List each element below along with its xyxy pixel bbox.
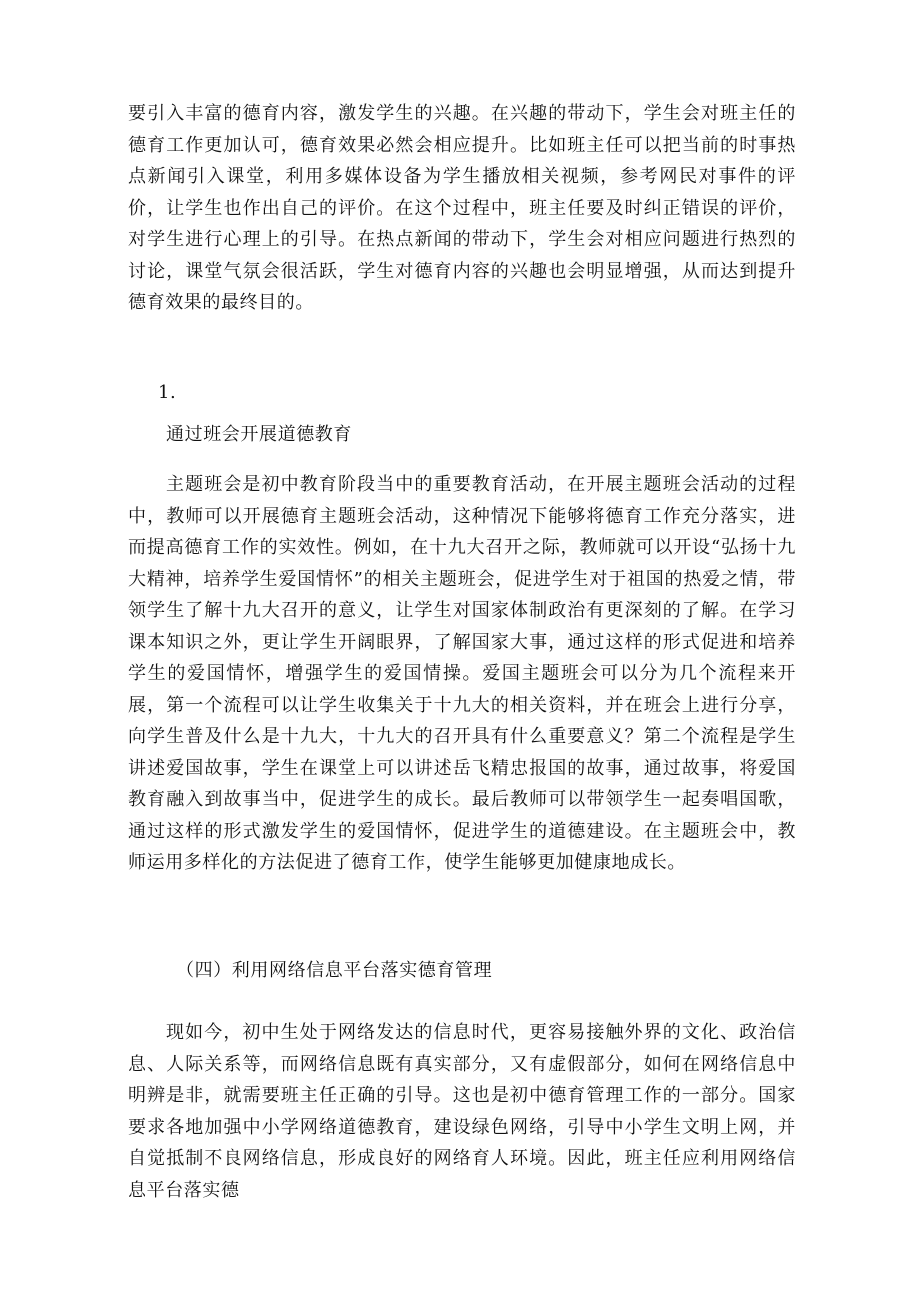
subheading: 通过班会开展道德教育	[166, 424, 352, 445]
body-paragraph: 现如今，初中生处于网络发达的信息时代，更容易接触外界的文化、政治信息、人际关系等，而网络信息既有真实部分，又有虚假部分，如何在网络信息中明辨是非，就需要班主任正确的引导。这也是初中德育管理工作的一部分。国家要求各地加强中小学网络道德教育，建设绿色网络，引导中小学生文明上网，并自觉抵制不良网络信息，形成良好的网络育人环境。因此，班主任应利用网络信息平台落实德	[128, 1022, 796, 1201]
body-paragraph: 主题班会是初中教育阶段当中的重要教育活动，在开展主题班会活动的过程中，教师可以开展德育主题班会活动，这种情况下能够将德育工作充分落实，进而提高德育工作的实效性。例如，在十九大召开之际，教师就可以开设“弘扬十九大精神，培养学生爱国情怀”的相关主题班会，促进学生对于祖国的热爱之情，带领学生了解十九大召开的意义，让学生对国家体制政治有更深刻的了解。在学习课本知识之外，更让学生开阔眼界，了解国家大事，通过这样的形式促进和培养学生的爱国情怀，增强学生的爱国情操。爱国主题班会可以分为几个流程来开展，第一个流程可以让学生收集关于十九大的相关资料，并在班会上进行分享，向学生普及什么是十九大，十九大的召开具有什么重要意义？第二个流程是学生讲述爱国故事，学生在课堂上可以讲述岳飞精忠报国的故事，通过故事，将爱国教育融入到故事当中，促进学生的成长。最后教师可以带领学生一起奏唱国歌，通过这样的形式激发学生的爱国情怀，促进学生的道德建设。在主题班会中，教师运用多样化的方法促进了德育工作，使学生能够更加健康地成长。	[128, 474, 796, 873]
body-paragraph: 要引入丰富的德育内容，激发学生的兴趣。在兴趣的带动下，学生会对班主任的德育工作更加认可，德育效果必然会相应提升。比如班主任可以把当前的时事热点新闻引入课堂，利用多媒体设备为学生播放相关视频，参考网民对事件的评价，让学生也作出自己的评价。在这个过程中，班主任要及时纠正错误的评价，对学生进行心理上的引导。在热点新闻的带动下，学生会对相应问题进行热烈的讨论，课堂气氛会很活跃，学生对德育内容的兴趣也会明显增强，从而达到提升德育效果的最终目的。	[128, 103, 796, 313]
list-number: 1.	[158, 382, 177, 403]
section-heading: （四）利用网络信息平台落实德育管理	[176, 960, 493, 981]
